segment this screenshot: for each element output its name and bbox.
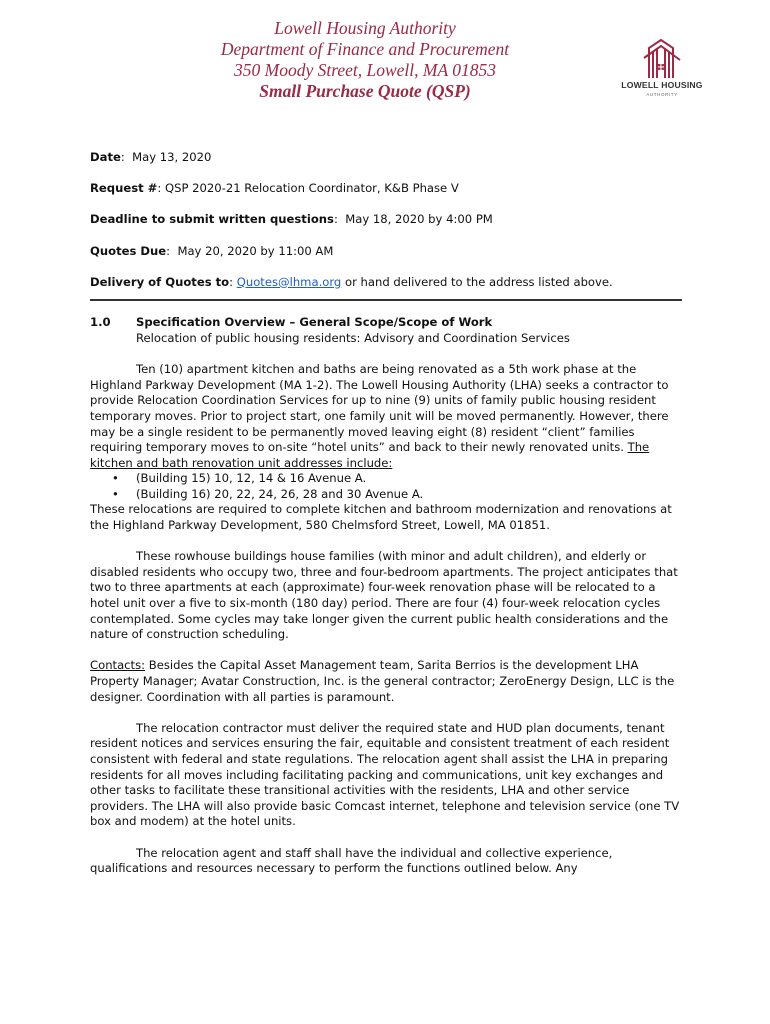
section-divider <box>90 299 682 301</box>
org-address: 350 Moody Street, Lowell, MA 01853 <box>234 60 496 80</box>
section-subtitle: Relocation of public housing residents: Advisory and Coordination Services <box>136 330 570 345</box>
document-title: Small Purchase Quote (QSP) <box>259 81 471 101</box>
section-title: Specification Overview – General Scope/Scope of Work <box>136 315 493 330</box>
date-label: Date <box>90 150 121 164</box>
quotes-due-label: Quotes Due <box>90 243 167 258</box>
contacts-text: Besides the Capital Asset Management team, Sarita Berrios is the development LHA Property Manager; Avatar Construction, Inc. is the general contractor; ZeroEnergy Design, LLC is the designer. Coordination with all parties is paramount. <box>90 658 675 704</box>
section-heading <box>90 315 682 346</box>
document-body <box>90 150 682 877</box>
deadline-line: Deadline to submit written questions: May 18, 2020 by 4:00 PM <box>90 212 493 227</box>
request-value: QSP 2020-21 Relocation Coordinator, K&B Phase V <box>165 181 459 196</box>
quotes-due-line: Quotes Due: May 20, 2020 by 11:00 AM <box>90 243 334 258</box>
section-number: 1.0 <box>90 315 111 330</box>
paragraph-rowhouse: These rowhouse buildings house families (with minor and adult children), and elderly or disabled residents who occupy two, three and four-bedroom apartments. The project anticipates that two to three apartments at each (approximate) four-week renovation phase will be relocated to a hotel unit over a five to six-month (180 day) period. There are four (4) four-week relocation cycles contemplated. Some cycles may take longer given the current public health considerations and the nature of construction scheduling. <box>90 549 678 642</box>
paragraph-intro-text: Ten (10) apartment kitchen and baths are being renovated as a 5th work phase at the Highland Parkway Development (MA 1-2). The Lowell Housing Authority (LHA) seeks a contractor to provide Relocation Coordination Services for up to nine (9) units of family public housing resident temporary moves. Prior to project start, one family unit will be moved permanently. However, there may be a single resident to be permanently moved leaving eight (8) resident “client” families requiring temporary moves to on-site “hotel units” and back to their newly renovated units. <box>90 362 669 455</box>
deadline-value: May 18, 2020 by 4:00 PM <box>345 212 493 227</box>
request-line: Request #: QSP 2020-21 Relocation Coordinator, K&B Phase V <box>90 181 459 196</box>
paragraph-intro <box>90 362 682 471</box>
quotes-due-value: May 20, 2020 by 11:00 AM <box>177 243 334 258</box>
paragraph-contacts <box>90 658 682 705</box>
list-item: • (Building 15) 10, 12, 14 & 16 Avenue A. <box>90 471 682 487</box>
unit-addresses-heading: The kitchen and bath renovation unit addresses include: <box>90 440 650 470</box>
quotes-email-link[interactable]: Quotes@lhma.org <box>236 274 342 289</box>
delivery-line: Delivery of Quotes to: Quotes@lhma.org or hand delivered to the address listed above. <box>90 274 613 289</box>
paragraph-contractor-duties: The relocation contractor must deliver the required state and HUD plan documents, tenant resident notices and services ensuring the fair, equitable and consistent treatment of each resident consistent with federal and state regulations. The relocation agent shall assist the LHA in preparing residents for all moves including facilitating packing and communications, unit key exchanges and other tasks to facilitate these transitional activities with the residents, LHA and other service providers. The LHA will also provide basic Comcast internet, telephone and television service (one TV box and modem) at the hotel units. <box>90 720 680 829</box>
contacts-label: Contacts: <box>90 658 146 673</box>
date-line: Date: May 13, 2020 <box>90 150 212 164</box>
org-name: Lowell Housing Authority <box>274 18 456 38</box>
logo-subtitle: AUTHORITY <box>646 92 678 97</box>
paragraph-relocations: These relocations are required to complete kitchen and bathroom modernization and renovations at the Highland Parkway Development, 580 Chelmsford Street, Lowell, MA 01851. <box>90 502 672 533</box>
delivery-rest: or hand delivered to the address listed above. <box>341 274 613 289</box>
letterhead <box>140 18 590 102</box>
paragraph-agent-qualifications: The relocation agent and staff shall have the individual and collective experience, qualifications and resources necessary to perform the functions outlined below. Any <box>90 845 613 876</box>
list-item: • (Building 16) 20, 22, 24, 26, 28 and 30 Avenue A. <box>90 487 682 503</box>
request-label: Request # <box>90 181 158 196</box>
section-titles <box>136 315 682 346</box>
unit-address-list <box>90 471 682 502</box>
delivery-label: Delivery of Quotes to <box>90 274 230 289</box>
lowell-housing-logo-icon <box>612 34 712 100</box>
logo-wordmark: LOWELL HOUSING <box>621 80 703 90</box>
deadline-label: Deadline to submit written questions <box>90 212 334 227</box>
date-value: May 13, 2020 <box>132 150 212 164</box>
department-name: Department of Finance and Procurement <box>220 39 510 59</box>
